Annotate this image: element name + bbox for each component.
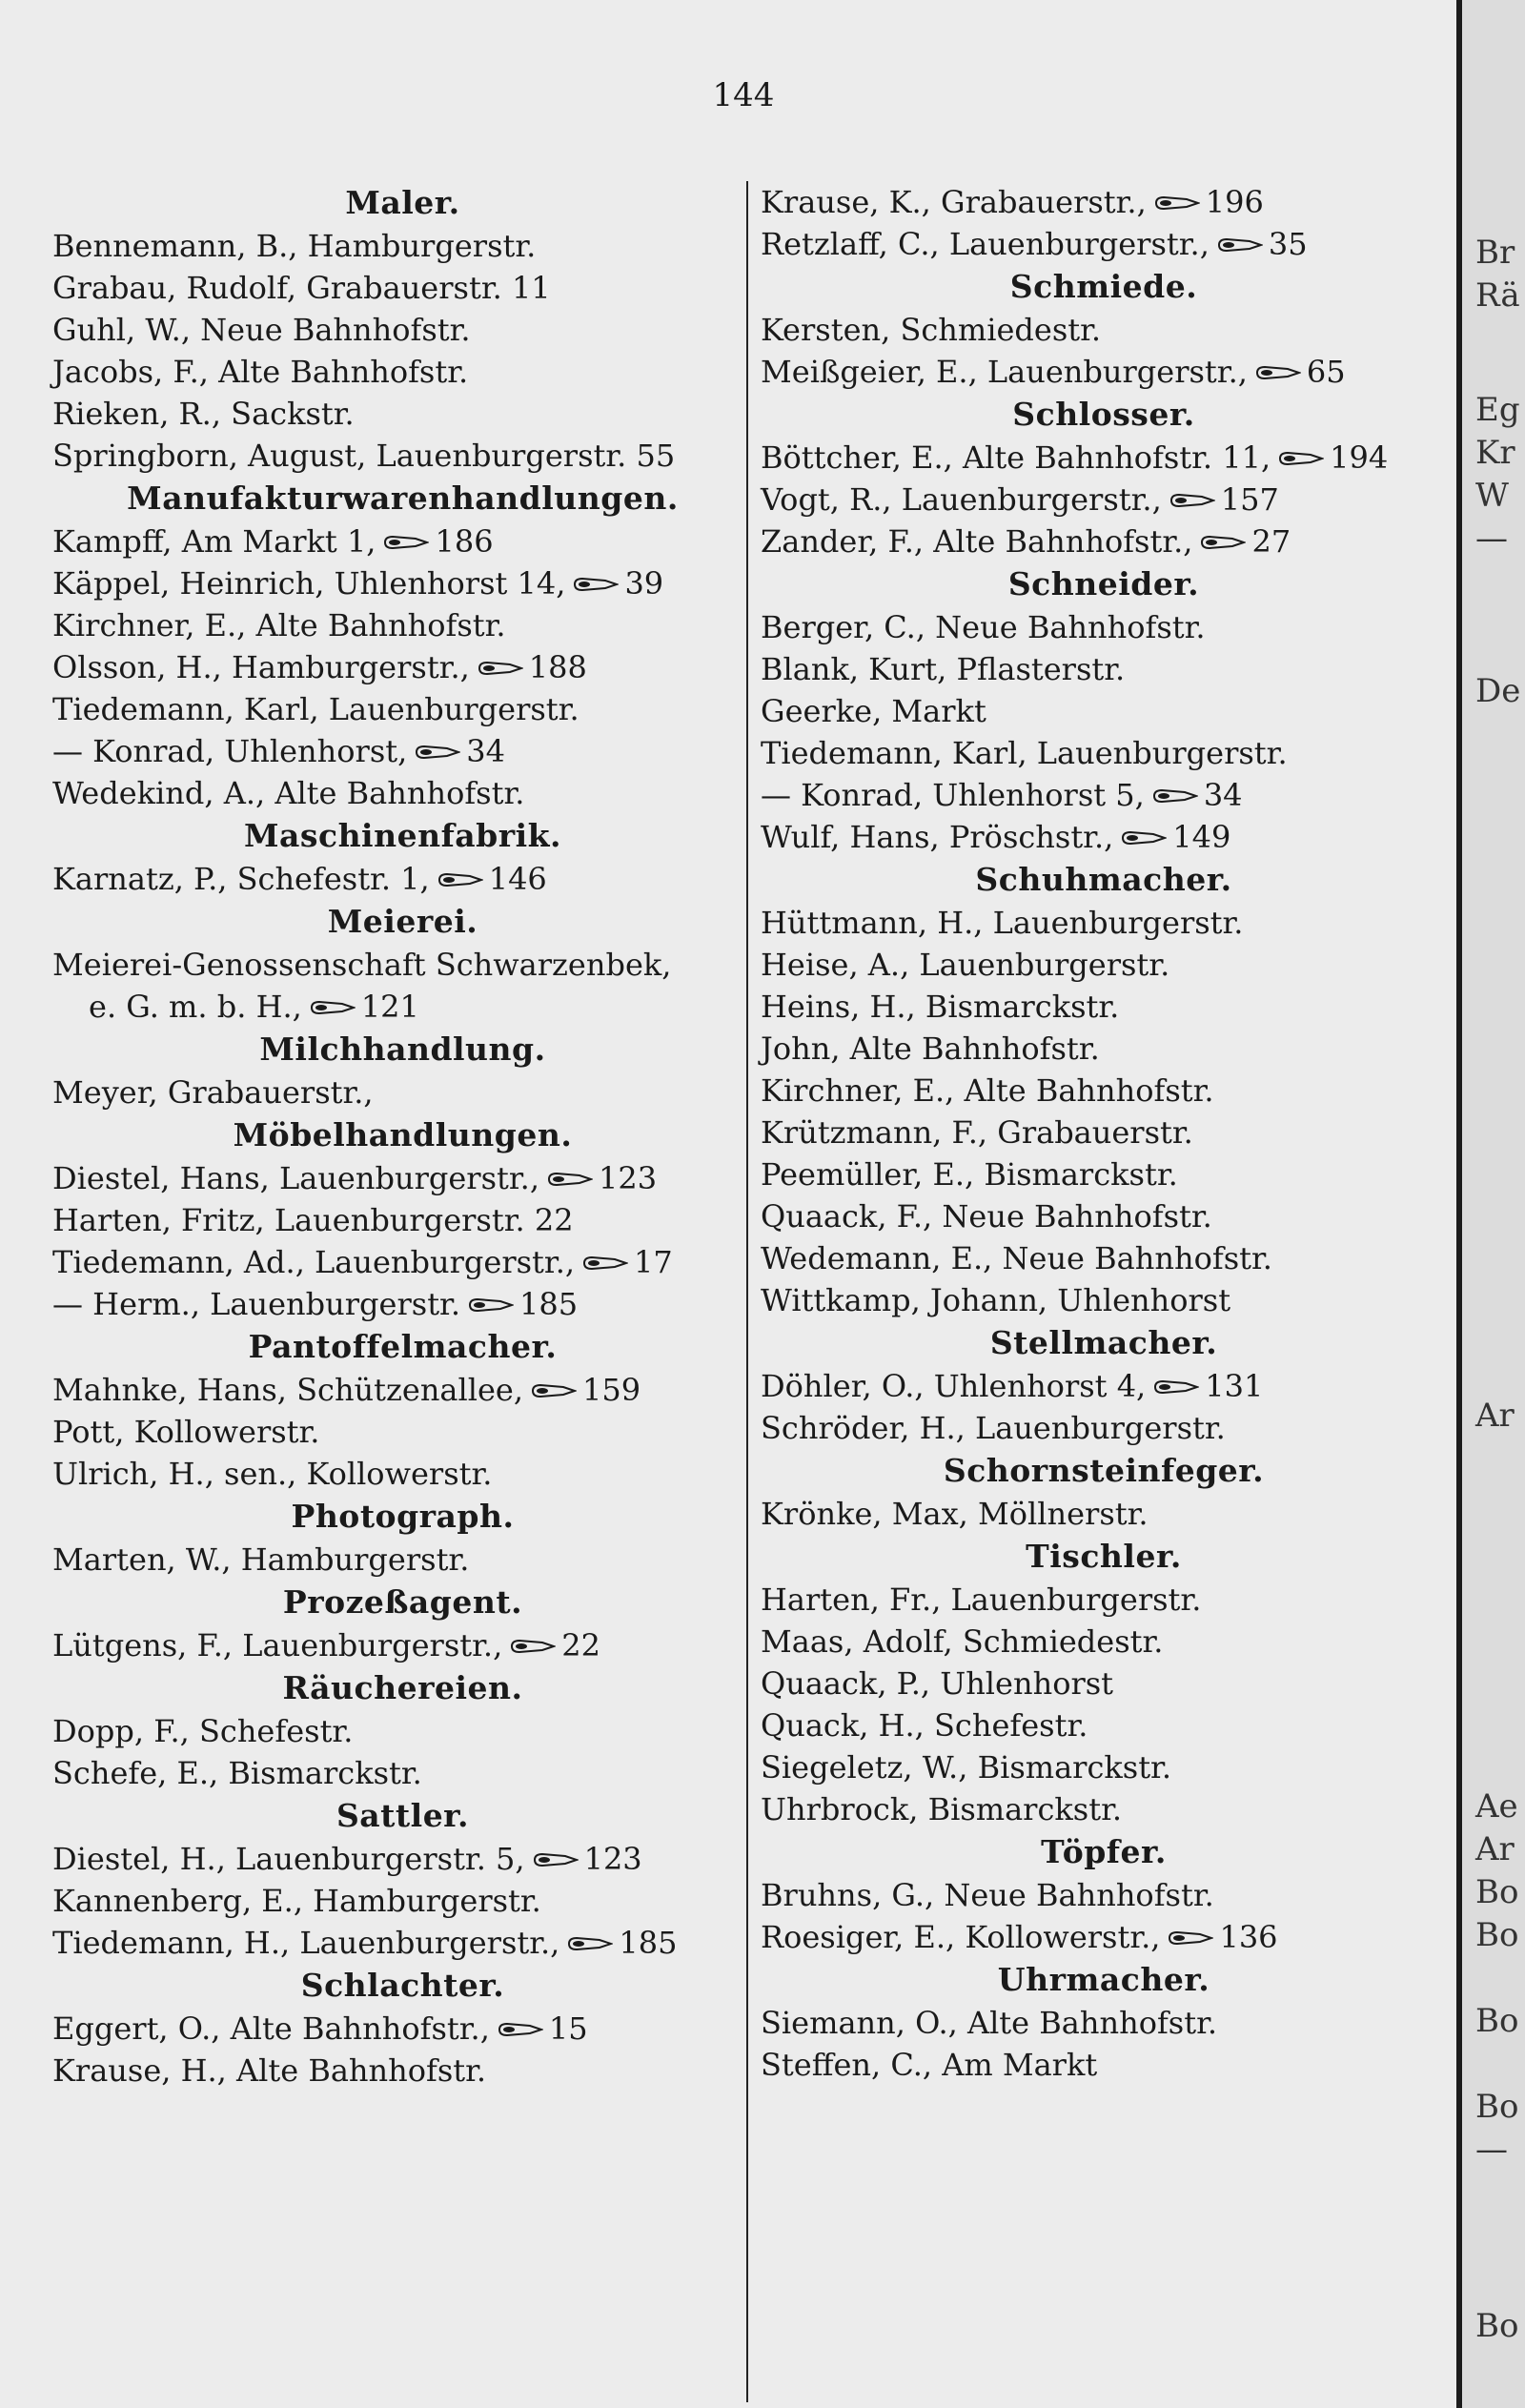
section-heading: Schlosser.	[1012, 396, 1195, 433]
directory-entry	[52, 646, 753, 688]
directory-entry	[761, 1874, 1447, 1916]
entry-text: Diestel, H., Lauenburgerstr. 5,	[52, 1841, 525, 1877]
directory-section	[761, 1535, 1447, 1830]
section-heading: Schlachter.	[300, 1967, 505, 2004]
phone-number: 121	[360, 989, 419, 1025]
entry-text: Quack, H., Schefestr.	[761, 1707, 1088, 1744]
edge-fragment: De	[1475, 672, 1521, 710]
directory-section	[761, 181, 1447, 265]
edge-fragment: Ae	[1475, 1787, 1518, 1826]
directory-entry	[52, 393, 753, 435]
phone-number: 27	[1251, 523, 1291, 560]
directory-entry	[761, 902, 1447, 944]
entry-text: Diestel, Hans, Lauenburgerstr.,	[52, 1160, 539, 1196]
directory-entry	[761, 2044, 1447, 2086]
entry-text: Krönke, Max, Möllnerstr.	[761, 1496, 1149, 1532]
entry-text: Wedemann, E., Neue Bahnhofstr.	[761, 1240, 1272, 1276]
phone-number: 194	[1330, 439, 1389, 476]
telephone-icon	[1121, 830, 1167, 846]
telephone-icon	[1255, 365, 1301, 380]
directory-entry	[52, 772, 753, 814]
directory-entry	[761, 309, 1447, 351]
entry-text: Karnatz, P., Schefestr. 1,	[52, 861, 430, 897]
phone-number: 65	[1306, 354, 1346, 390]
directory-entry	[52, 1071, 753, 1113]
entry-text: Maas, Adolf, Schmiedestr.	[761, 1623, 1164, 1660]
directory-entry	[761, 1112, 1447, 1153]
section-heading: Prozeßagent.	[282, 1583, 523, 1621]
directory-entry	[761, 1237, 1447, 1279]
directory-section	[761, 265, 1447, 393]
directory-entry	[52, 2050, 753, 2092]
directory-entry	[52, 986, 753, 1028]
phone-number: 15	[548, 2010, 588, 2047]
directory-entry	[52, 730, 753, 772]
directory-section	[761, 562, 1447, 858]
directory-entry	[761, 1916, 1447, 1958]
phone-number: 39	[624, 565, 664, 602]
entry-text: Retzlaff, C., Lauenburgerstr.,	[761, 226, 1210, 262]
entry-text: Kersten, Schmiedestr.	[761, 312, 1102, 348]
telephone-icon	[1168, 1930, 1213, 1946]
entry-text: Wedekind, A., Alte Bahnhofstr.	[52, 775, 525, 811]
entry-text: Vogt, R., Lauenburgerstr.,	[761, 481, 1162, 518]
entry-text: Blank, Kurt, Pflasterstr.	[761, 651, 1126, 687]
entry-text: Harten, Fritz, Lauenburgerstr. 22	[52, 1202, 574, 1238]
phone-number: 22	[561, 1627, 600, 1663]
entry-text: Käppel, Heinrich, Uhlenhorst 14,	[52, 565, 566, 602]
section-heading: Sattler.	[336, 1797, 470, 1834]
entry-text: e. G. m. b. H.,	[89, 989, 302, 1025]
phone-number: 123	[598, 1160, 658, 1196]
entry-text: Schefe, E., Bismarckstr.	[52, 1755, 422, 1791]
directory-entry	[761, 774, 1447, 816]
directory-entry	[52, 604, 753, 646]
phone-number: 35	[1268, 226, 1308, 262]
phone-number: 159	[582, 1372, 641, 1408]
phone-number: 136	[1219, 1919, 1278, 1955]
entry-text: Tiedemann, Ad., Lauenburgerstr.,	[52, 1244, 576, 1280]
directory-entry	[52, 858, 753, 900]
directory-entry	[761, 1493, 1447, 1535]
directory-entry	[52, 435, 753, 477]
directory-entry	[52, 1369, 753, 1411]
entry-text: Heise, A., Lauenburgerstr.	[761, 947, 1170, 983]
directory-entry	[761, 181, 1447, 223]
directory-entry	[52, 2008, 753, 2050]
directory-entry	[761, 1663, 1447, 1704]
column-divider	[746, 181, 748, 2402]
phone-number: 149	[1172, 819, 1231, 855]
entry-text: Kirchner, E., Alte Bahnhofstr.	[52, 607, 506, 643]
directory-entry	[761, 1195, 1447, 1237]
directory-entry	[52, 1880, 753, 1922]
entry-text: Heins, H., Bismarckstr.	[761, 989, 1120, 1025]
telephone-icon	[1217, 237, 1263, 253]
directory-entry	[52, 1283, 753, 1325]
right-column	[761, 181, 1447, 2086]
entry-text: — Konrad, Uhlenhorst,	[52, 733, 408, 769]
entry-text: Marten, W., Hamburgerstr.	[52, 1541, 470, 1578]
directory-entry	[52, 1157, 753, 1199]
entry-text: Grabau, Rudolf, Grabauerstr. 11	[52, 270, 551, 306]
edge-fragment: Bo	[1475, 1916, 1519, 1954]
section-heading: Schuhmacher.	[975, 861, 1232, 898]
telephone-icon	[1200, 535, 1246, 550]
entry-text: Tiedemann, Karl, Lauenburgerstr.	[761, 735, 1288, 771]
telephone-icon	[567, 1936, 613, 1951]
directory-entry	[761, 1579, 1447, 1621]
directory-entry	[761, 2002, 1447, 2044]
entry-text: — Konrad, Uhlenhorst 5,	[761, 777, 1145, 813]
section-heading: Pantoffelmacher.	[248, 1328, 558, 1365]
entry-text: Lütgens, F., Lauenburgerstr.,	[52, 1627, 503, 1663]
section-heading: Uhrmacher.	[997, 1961, 1210, 1998]
directory-entry	[52, 944, 753, 986]
entry-text: Geerke, Markt	[761, 693, 986, 729]
directory-section	[761, 1321, 1447, 1449]
directory-section	[52, 1325, 753, 1495]
telephone-icon	[310, 1000, 356, 1015]
directory-entry	[761, 1621, 1447, 1663]
entry-text: Uhrbrock, Bismarckstr.	[761, 1791, 1123, 1827]
section-heading: Stellmacher.	[989, 1324, 1218, 1361]
edge-fragment: —	[1475, 2131, 1508, 2169]
telephone-icon	[478, 661, 523, 676]
edge-fragment: Bo	[1475, 2088, 1519, 2126]
directory-section	[52, 900, 753, 1028]
edge-fragment: Br	[1475, 234, 1515, 272]
telephone-icon	[573, 577, 619, 592]
directory-entry	[52, 309, 753, 351]
directory-entry	[52, 267, 753, 309]
directory-entry	[52, 1752, 753, 1794]
entry-text: Rieken, R., Sackstr.	[52, 396, 355, 432]
left-column	[52, 181, 753, 2092]
telephone-icon	[498, 2022, 543, 2037]
directory-entry	[761, 944, 1447, 986]
entry-text: Meißgeier, E., Lauenburgerstr.,	[761, 354, 1248, 390]
directory-section	[52, 1113, 753, 1325]
edge-fragment: Bo	[1475, 2002, 1519, 2040]
next-page-edge	[1462, 0, 1525, 2408]
phone-number: 34	[1203, 777, 1243, 813]
entry-text: Böttcher, E., Alte Bahnhofstr. 11,	[761, 439, 1271, 476]
entry-text: Ulrich, H., sen., Kollowerstr.	[52, 1456, 493, 1492]
directory-entry	[52, 1453, 753, 1495]
phone-number: 34	[466, 733, 505, 769]
telephone-icon	[1169, 493, 1215, 508]
directory-section	[761, 1958, 1447, 2086]
directory-entry	[761, 816, 1447, 858]
entry-text: Schröder, H., Lauenburgerstr.	[761, 1410, 1226, 1446]
section-heading: Räuchereien.	[282, 1669, 523, 1706]
directory-entry	[52, 1241, 753, 1283]
telephone-icon	[415, 745, 460, 760]
directory-entry	[52, 225, 753, 267]
directory-section	[52, 1581, 753, 1666]
phone-number: 188	[528, 649, 587, 685]
telephone-icon	[1153, 1379, 1199, 1395]
entry-text: Döhler, O., Uhlenhorst 4,	[761, 1368, 1147, 1404]
edge-fragment: Bo	[1475, 2307, 1519, 2345]
phone-number: 186	[435, 523, 494, 560]
section-heading: Manufakturwarenhandlungen.	[127, 480, 679, 517]
entry-text: Zander, F., Alte Bahnhofstr.,	[761, 523, 1193, 560]
entry-text: Quaack, F., Neue Bahnhofstr.	[761, 1198, 1212, 1235]
entry-text: Dopp, F., Schefestr.	[52, 1713, 354, 1749]
directory-entry	[761, 437, 1447, 479]
entry-text: Mahnke, Hans, Schützenallee,	[52, 1372, 524, 1408]
entry-text: Tiedemann, Karl, Lauenburgerstr.	[52, 691, 580, 727]
edge-fragment: Ar	[1475, 1397, 1515, 1435]
directory-entry	[761, 1153, 1447, 1195]
edge-fragment: Ar	[1475, 1830, 1515, 1868]
edge-fragment: —	[1475, 520, 1508, 558]
directory-entry	[761, 351, 1447, 393]
directory-entry	[761, 1407, 1447, 1449]
section-heading: Maschinenfabrik.	[243, 817, 562, 854]
entry-text: Kannenberg, E., Hamburgerstr.	[52, 1883, 541, 1919]
directory-entry	[52, 1411, 753, 1453]
telephone-icon	[533, 1852, 579, 1867]
entry-text: Krützmann, F., Grabauerstr.	[761, 1114, 1193, 1151]
phone-number: 146	[488, 861, 547, 897]
telephone-icon	[547, 1172, 593, 1187]
section-heading: Töpfer.	[1041, 1833, 1167, 1870]
entry-text: Peemüller, E., Bismarckstr.	[761, 1156, 1178, 1193]
directory-entry	[761, 520, 1447, 562]
entry-text: Siemann, O., Alte Bahnhofstr.	[761, 2005, 1218, 2041]
directory-entry	[52, 562, 753, 604]
directory-entry	[52, 1710, 753, 1752]
entry-text: Kampff, Am Markt 1,	[52, 523, 376, 560]
edge-fragment: W	[1475, 477, 1509, 515]
entry-text: Wittkamp, Johann, Uhlenhorst	[761, 1282, 1231, 1318]
directory-section	[52, 1666, 753, 1794]
telephone-icon	[510, 1639, 556, 1654]
entry-text: Eggert, O., Alte Bahnhofstr.,	[52, 2010, 490, 2047]
entry-text: Jacobs, F., Alte Bahnhofstr.	[52, 354, 469, 390]
phone-number: 196	[1205, 184, 1264, 220]
telephone-icon	[1152, 788, 1198, 804]
directory-section	[52, 1794, 753, 1964]
phone-number: 123	[583, 1841, 642, 1877]
entry-text: Harten, Fr., Lauenburgerstr.	[761, 1582, 1202, 1618]
directory-entry	[52, 1199, 753, 1241]
section-heading: Schmiede.	[1009, 268, 1198, 305]
directory-entry	[761, 648, 1447, 690]
phone-number: 185	[519, 1286, 579, 1322]
section-heading: Photograph.	[291, 1498, 515, 1535]
entry-text: Wulf, Hans, Pröschstr.,	[761, 819, 1114, 855]
directory-entry	[761, 1746, 1447, 1788]
section-heading: Meierei.	[327, 903, 478, 940]
directory-section	[52, 814, 753, 900]
entry-text: Meyer, Grabauerstr.,	[52, 1074, 374, 1111]
entry-text: Guhl, W., Neue Bahnhofstr.	[52, 312, 471, 348]
directory-entry	[761, 1028, 1447, 1070]
entry-text: — Herm., Lauenburgerstr.	[52, 1286, 460, 1322]
directory-section	[761, 1830, 1447, 1958]
directory-entry	[761, 223, 1447, 265]
directory-section	[52, 1964, 753, 2092]
entry-text: Olsson, H., Hamburgerstr.,	[52, 649, 470, 685]
section-heading: Schneider.	[1007, 565, 1200, 602]
entry-text: Hüttmann, H., Lauenburgerstr.	[761, 905, 1244, 941]
directory-entry	[52, 351, 753, 393]
telephone-icon	[1278, 451, 1324, 466]
directory-entry	[761, 479, 1447, 520]
entry-text: Krause, K., Grabauerstr.,	[761, 184, 1147, 220]
directory-section	[52, 1028, 753, 1113]
telephone-icon	[531, 1383, 577, 1398]
directory-section	[52, 477, 753, 814]
entry-text: John, Alte Bahnhofstr.	[761, 1031, 1100, 1067]
entry-text: Bennemann, B., Hamburgerstr.	[52, 228, 537, 264]
directory-entry	[761, 1279, 1447, 1321]
section-heading: Maler.	[345, 184, 460, 221]
entry-text: Springborn, August, Lauenburgerstr. 55	[52, 438, 676, 474]
phone-number: 17	[634, 1244, 673, 1280]
directory-section	[52, 181, 753, 477]
entry-text: Berger, C., Neue Bahnhofstr.	[761, 609, 1206, 645]
directory-entry	[761, 1365, 1447, 1407]
directory-entry	[52, 1539, 753, 1581]
directory-section	[761, 1449, 1447, 1535]
entry-text: Kirchner, E., Alte Bahnhofstr.	[761, 1072, 1214, 1109]
directory-entry	[761, 732, 1447, 774]
entry-text: Quaack, P., Uhlenhorst	[761, 1665, 1114, 1702]
directory-entry	[52, 688, 753, 730]
directory-section	[761, 858, 1447, 1321]
section-heading: Milchhandlung.	[259, 1031, 546, 1068]
entry-text: Steffen, C., Am Markt	[761, 2047, 1098, 2083]
directory-entry	[52, 520, 753, 562]
directory-entry	[52, 1922, 753, 1964]
telephone-icon	[383, 535, 429, 550]
directory-entry	[52, 1624, 753, 1666]
section-heading: Möbelhandlungen.	[233, 1116, 573, 1153]
directory-section	[761, 393, 1447, 562]
directory-entry	[761, 606, 1447, 648]
entry-text: Bruhns, G., Neue Bahnhofstr.	[761, 1877, 1214, 1913]
directory-entry	[52, 1838, 753, 1880]
phone-number: 157	[1220, 481, 1279, 518]
directory-entry	[761, 690, 1447, 732]
edge-fragment: Rä	[1475, 276, 1520, 315]
entry-text: Roesiger, E., Kollowerstr.,	[761, 1919, 1161, 1955]
section-heading: Schornsteinfeger.	[943, 1452, 1265, 1489]
entry-text: Tiedemann, H., Lauenburgerstr.,	[52, 1925, 560, 1961]
page-number: 144	[712, 76, 775, 114]
directory-entry	[761, 986, 1447, 1028]
phone-number: 185	[619, 1925, 678, 1961]
entry-text: Krause, H., Alte Bahnhofstr.	[52, 2052, 487, 2089]
telephone-icon	[582, 1255, 628, 1271]
entry-text: Siegeletz, W., Bismarckstr.	[761, 1749, 1171, 1786]
phone-number: 131	[1205, 1368, 1264, 1404]
edge-fragment: Bo	[1475, 1873, 1519, 1911]
telephone-icon	[468, 1297, 514, 1313]
entry-text: Pott, Kollowerstr.	[52, 1414, 320, 1450]
directory-entry	[761, 1070, 1447, 1112]
edge-fragment: Kr	[1475, 434, 1515, 472]
telephone-icon	[1154, 195, 1200, 211]
section-heading: Tischler.	[1026, 1538, 1182, 1575]
telephone-icon	[437, 872, 483, 888]
directory-entry	[761, 1704, 1447, 1746]
directory-section	[52, 1495, 753, 1581]
directory-entry	[761, 1788, 1447, 1830]
entry-text: Meierei-Genossenschaft Schwarzenbek,	[52, 947, 672, 983]
edge-fragment: Eg	[1475, 391, 1520, 429]
